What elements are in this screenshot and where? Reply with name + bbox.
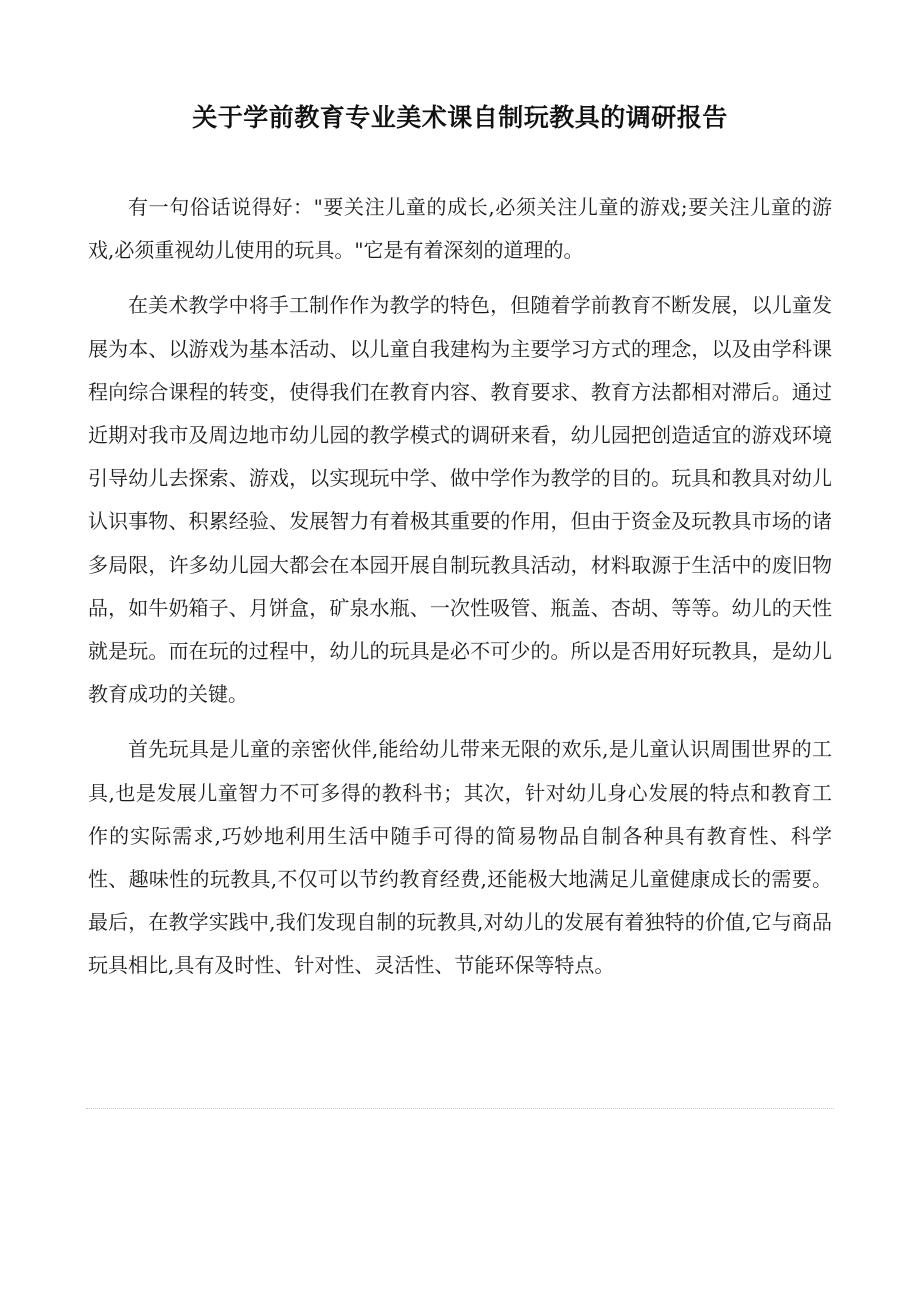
- document-body: [88, 186, 832, 1000]
- page-bottom-divider: [86, 1108, 834, 1109]
- paragraph-intro: 有一句俗话说得好："要关注儿童的成长,必须关注儿童的游戏;要关注儿童的游戏,必须重视幼儿使用的玩具。"它是有着深刻的道理的。: [88, 195, 832, 263]
- paragraph-background: 在美术教学中将手工制作作为教学的特色，但随着学前教育不断发展，以儿童发展为本、以游戏为基本活动、以儿童自我建构为主要学习方式的理念，以及由学科课程向综合课程的转变，使得我们在教育内容、教育要求、教育方法都相对滞后。通过近期对我市及周边地市幼儿园的教学模式的调研来看，幼儿园把创造适宜的游戏环境引导幼儿去探索、游戏，以实现玩中学、做中学作为教学的目的。玩具和教具对幼儿认识事物、积累经验、发展智力有着极其重要的作用，但由于资金及玩教具市场的诸多局限，许多幼儿园大都会在本园开展自制玩教具活动，材料取源于生活中的废旧物品，如牛奶箱子、月饼盒，矿泉水瓶、一次性吸管、瓶盖、杏胡、等等。幼儿的天性就是玩。而在玩的过程中，幼儿的玩具是必不可少的。所以是否用好玩教具，是幼儿教育成功的关键。: [88, 293, 832, 707]
- document-title: 关于学前教育专业美术课自制玩教具的调研报告: [192, 103, 728, 132]
- paragraph-significance: 首先玩具是儿童的亲密伙伴,能给幼儿带来无限的欢乐,是儿童认识周围世界的工具,也是发展儿童智力不可多得的教科书；其次，针对幼儿身心发展的特点和教育工作的实际需求,巧妙地利用生活中随手可得的简易物品自制各种具有教育性、科学性、趣味性的玩教具,不仅可以节约教育经费,还能极大地满足儿童健康成长的需要。最后，在教学实践中,我们发现自制的玩教具,对幼儿的发展有着独特的价值,它与商品玩具相比,具有及时性、针对性、灵活性、节能环保等特点。: [88, 737, 832, 978]
